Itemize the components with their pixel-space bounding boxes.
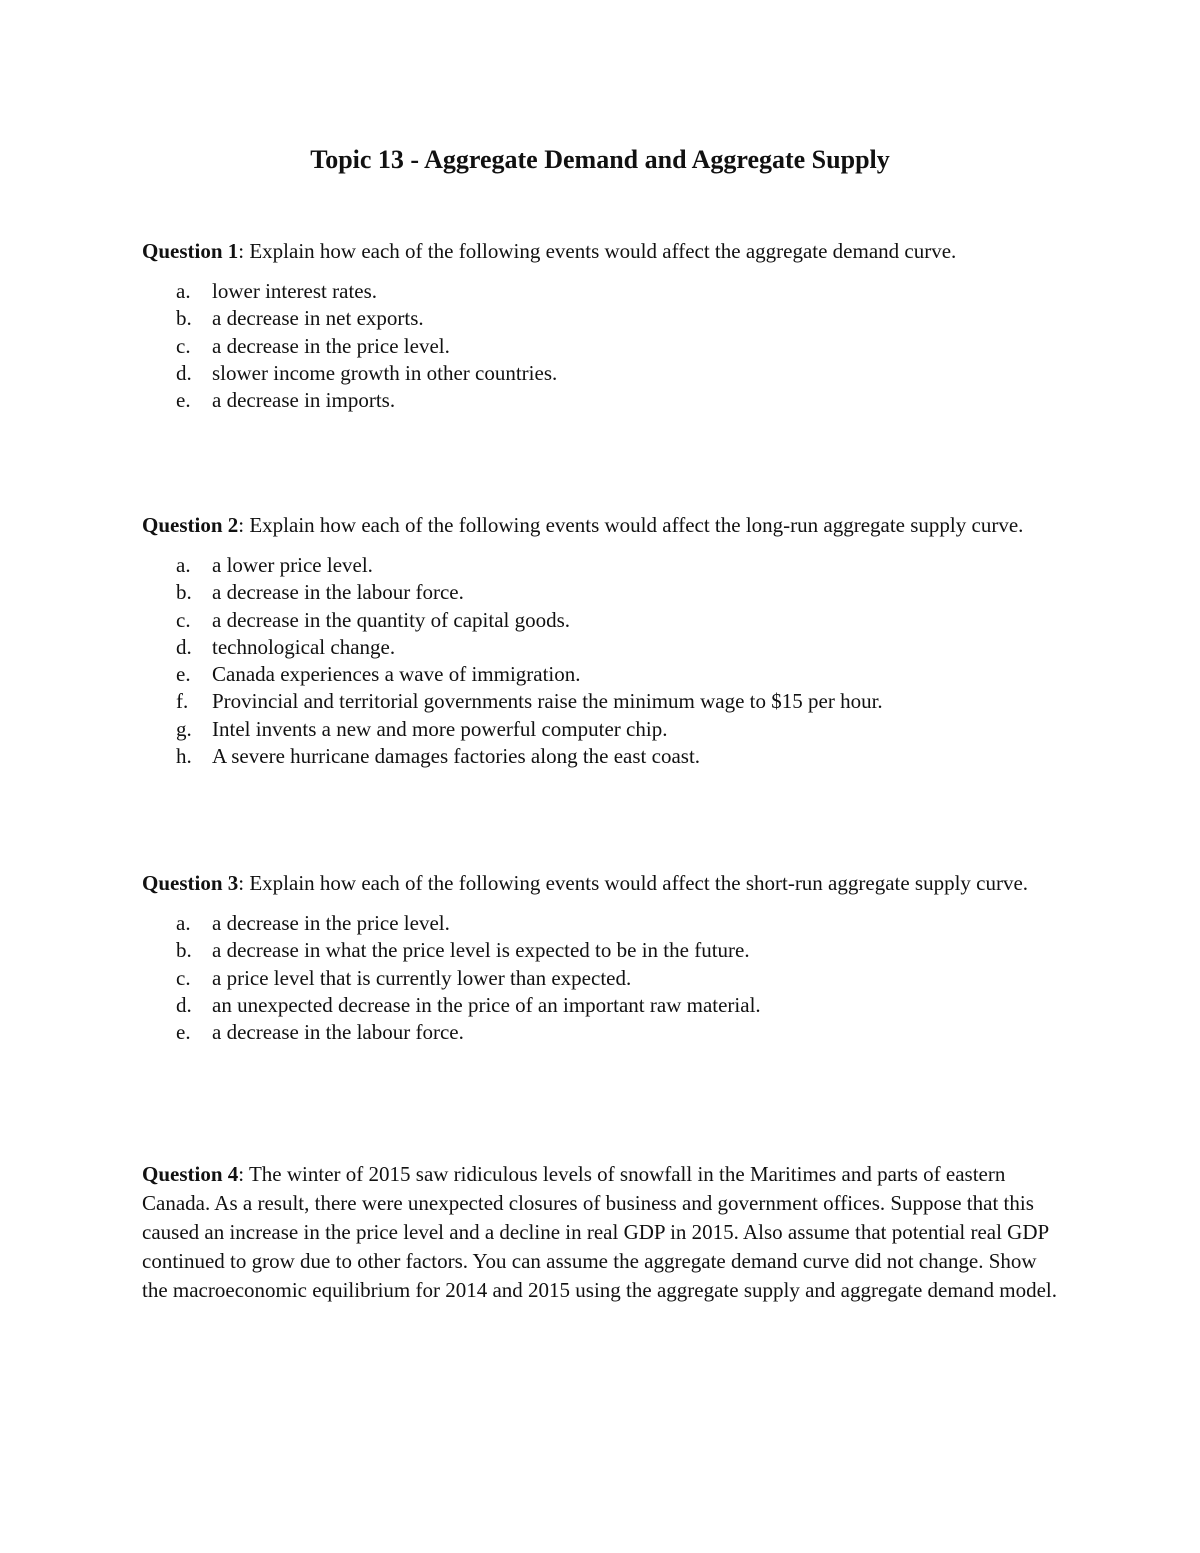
question-4-label: Question 4	[142, 1162, 239, 1186]
item-letter: e.	[176, 388, 191, 413]
item-letter: f.	[176, 689, 189, 714]
list-item	[142, 937, 1062, 964]
item-letter: c.	[176, 607, 191, 632]
item-letter: c.	[176, 965, 191, 990]
list-item	[142, 278, 1062, 305]
list-item	[142, 992, 1062, 1019]
question-3-text: Explain how each of the following events would affect the short-run aggregate supply curve.	[249, 871, 1029, 895]
list-item	[142, 333, 1062, 360]
list-item	[142, 1019, 1062, 1046]
list-item	[142, 716, 1062, 743]
item-text: a decrease in imports.	[212, 388, 396, 413]
question-1-separator: :	[238, 239, 250, 263]
item-text: a decrease in the labour force.	[212, 580, 464, 605]
item-letter: e.	[176, 1020, 191, 1045]
question-3-prompt	[142, 869, 1062, 898]
item-text: lower interest rates.	[212, 279, 378, 303]
item-text: a decrease in the labour force.	[212, 1020, 464, 1045]
item-letter: d.	[176, 992, 192, 1017]
list-item	[142, 387, 1062, 414]
item-text: a lower price level.	[212, 553, 373, 577]
question-1	[142, 237, 1062, 414]
question-2-label: Question 2	[142, 513, 239, 537]
item-letter: a.	[176, 279, 191, 303]
item-letter: a.	[176, 553, 191, 577]
item-text: slower income growth in other countries.	[212, 360, 558, 385]
list-item	[142, 910, 1062, 937]
list-item	[142, 607, 1062, 634]
item-letter: a.	[176, 911, 191, 935]
question-3-label: Question 3	[142, 871, 239, 895]
list-item	[142, 305, 1062, 332]
item-text: Canada experiences a wave of immigration.	[212, 662, 581, 687]
question-2-text: Explain how each of the following events would affect the long-run aggregate supply curve.	[249, 513, 1024, 537]
item-text: technological change.	[212, 634, 396, 659]
item-letter: b.	[176, 306, 192, 331]
question-2	[142, 511, 1062, 770]
list-item	[142, 965, 1062, 992]
item-letter: g.	[176, 716, 192, 741]
list-item	[142, 743, 1062, 770]
item-text: a decrease in the price level.	[212, 911, 450, 935]
list-item	[142, 634, 1062, 661]
item-text: a decrease in net exports.	[212, 306, 424, 331]
question-3-items	[142, 910, 1062, 1046]
list-item	[142, 688, 1062, 715]
item-letter: c.	[176, 333, 191, 358]
item-letter: h.	[176, 744, 192, 769]
item-text: a price level that is currently lower than expected.	[212, 965, 632, 990]
page-title: Topic 13 - Aggregate Demand and Aggregate Supply	[310, 145, 890, 174]
question-3-separator: :	[238, 871, 250, 895]
question-1-label: Question 1	[142, 239, 239, 263]
item-text: a decrease in the quantity of capital goods.	[212, 607, 571, 632]
question-4-separator: :	[238, 1162, 249, 1186]
question-4-text: The winter of 2015 saw ridiculous levels of snowfall in the Maritimes and parts of eastern Canada. As a result, there were unexpected closures of business and government offices. Suppose that this caused an increase in the price level and a decline in real GDP in 2015. Also assume that potential real GDP continued to grow due to other factors. You can assume the aggregate demand curve did not change. Show the macroeconomic equilibrium for 2014 and 2015 using the aggregate supply and aggregate demand model.	[142, 1162, 1057, 1302]
item-text: a decrease in the price level.	[212, 333, 450, 358]
question-2-separator: :	[238, 513, 250, 537]
question-1-text: Explain how each of the following events would affect the aggregate demand curve.	[249, 239, 957, 263]
item-text: an unexpected decrease in the price of an important raw material.	[212, 992, 761, 1017]
question-3	[142, 869, 1062, 1046]
list-item	[142, 579, 1062, 606]
list-item	[142, 360, 1062, 387]
item-letter: d.	[176, 634, 192, 659]
item-letter: b.	[176, 938, 192, 963]
question-2-items	[142, 552, 1062, 770]
question-4	[142, 1160, 1062, 1305]
item-letter: d.	[176, 360, 192, 385]
question-1-prompt	[142, 237, 1062, 266]
item-text: a decrease in what the price level is expected to be in the future.	[212, 938, 750, 963]
list-item	[142, 661, 1062, 688]
question-2-prompt	[142, 511, 1062, 540]
item-letter: b.	[176, 580, 192, 605]
question-1-items	[142, 278, 1062, 414]
item-text: Provincial and territorial governments raise the minimum wage to $15 per hour.	[212, 689, 883, 714]
item-letter: e.	[176, 662, 191, 687]
question-4-prompt	[142, 1160, 1062, 1305]
list-item	[142, 552, 1062, 579]
item-text: A severe hurricane damages factories along the east coast.	[212, 744, 701, 769]
item-text: Intel invents a new and more powerful computer chip.	[212, 716, 668, 741]
